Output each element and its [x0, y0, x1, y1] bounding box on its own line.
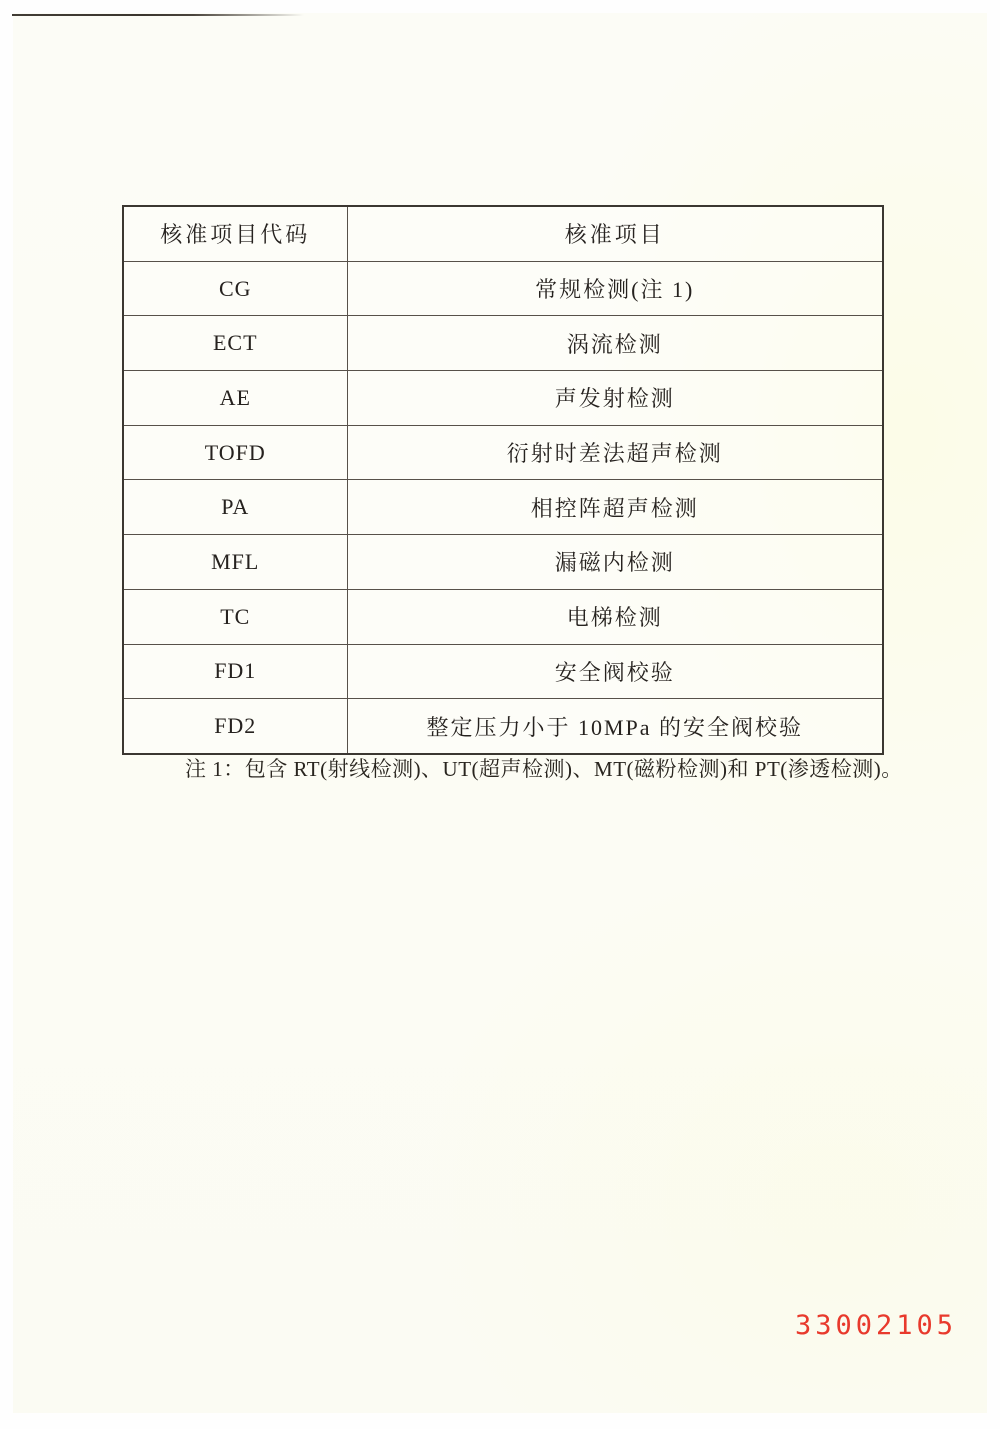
table-row — [123, 480, 883, 535]
table-row — [123, 261, 883, 316]
project-code: FD1 — [123, 644, 347, 699]
project-code: AE — [123, 371, 347, 426]
project-name: 声发射检测 — [347, 371, 883, 426]
project-name: 漏磁内检测 — [347, 535, 883, 590]
project-code: TOFD — [123, 425, 347, 480]
project-name: 整定压力小于 10MPa 的安全阀校验 — [347, 699, 883, 754]
paper-sheet — [13, 13, 987, 1413]
project-code: TC — [123, 589, 347, 644]
scan-crease-line — [12, 14, 304, 16]
footnote-note1: 注 1：包含 RT(射线检测)、UT(超声检测)、MT(磁粉检测)和 PT(渗透检测)。 — [185, 757, 903, 781]
project-name: 衍射时差法超声检测 — [347, 425, 883, 480]
table-row — [123, 644, 883, 699]
project-name: 涡流检测 — [347, 316, 883, 371]
project-name: 常规检测(注 1) — [347, 261, 883, 316]
project-name: 相控阵超声检测 — [347, 480, 883, 535]
project-name: 电梯检测 — [347, 589, 883, 644]
document-number-stamp: 33002105 — [795, 1310, 958, 1341]
table-row — [123, 589, 883, 644]
column-header-item: 核准项目 — [347, 206, 883, 261]
project-code: ECT — [123, 316, 347, 371]
table-row — [123, 316, 883, 371]
project-name: 安全阀校验 — [347, 644, 883, 699]
column-header-code: 核准项目代码 — [123, 206, 347, 261]
project-code: FD2 — [123, 699, 347, 754]
table-row — [123, 699, 883, 754]
project-code: PA — [123, 480, 347, 535]
table-row — [123, 535, 883, 590]
project-code: MFL — [123, 535, 347, 590]
table-header-row — [123, 206, 883, 261]
project-code: CG — [123, 261, 347, 316]
approval-items-table — [122, 205, 884, 755]
table-row — [123, 425, 883, 480]
table-row — [123, 371, 883, 426]
